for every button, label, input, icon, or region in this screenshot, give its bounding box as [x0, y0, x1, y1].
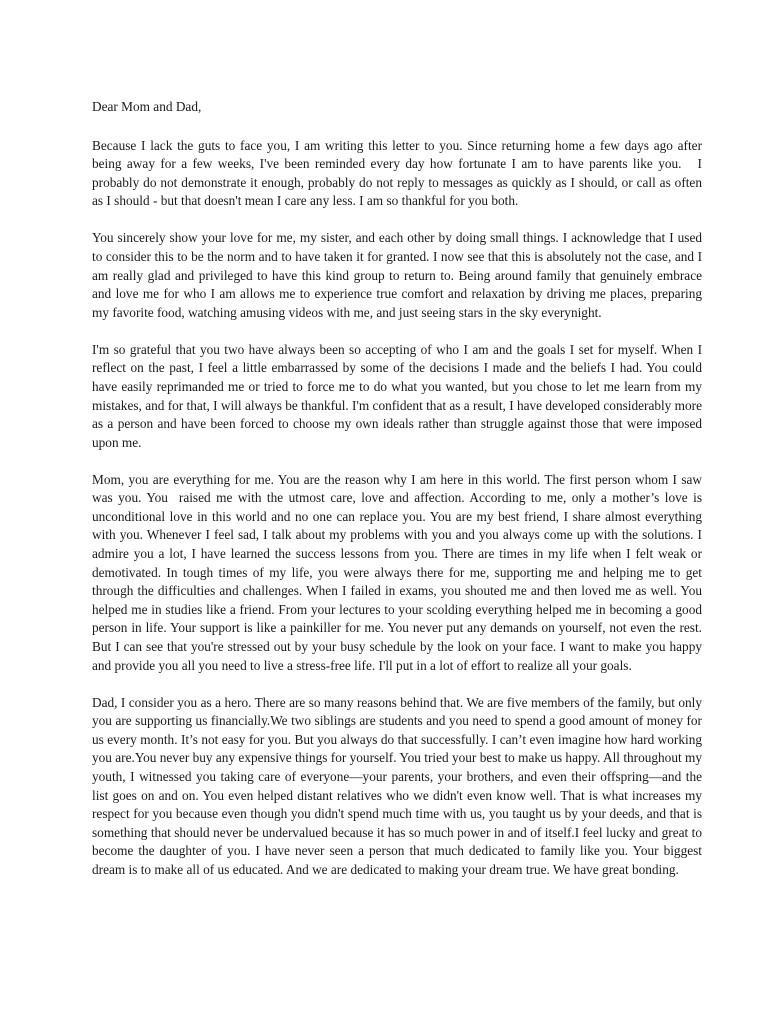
- paragraph-dad: Dad, I consider you as a hero. There are so many reasons behind that. We are five members of the family, but only you are supporting us financially.We two siblings are students and you need to spend a good amount of money for us every month. It’s not easy for you. But you always do that successfully. I can’t even imagine how hard working you are.You never buy any expensive things for yourself. You tried your best to make us happy. All throughout my youth, I witnessed you taking care of everyone—your parents, your brothers, and even their offspring—and the list goes on and on. You even helped distant relatives who we didn't even know well. That is what increases my respect for you because even though you didn't spend much time with us, you taught us by your deeds, and that is something that should never be undervalued because it has so much power in and of itself.I feel lucky and great to become the daughter of you. I have never seen a person that much dedicated to family like you. Your biggest dream is to make all of us educated. And we are dedicated to making your dream true. We have great bonding.: [92, 694, 706, 877]
- paragraph-acceptance: I'm so grateful that you two have always been so accepting of who I am and the goals I set for myself. When I reflect on the past, I feel a little embarrassed by some of the decisions I made and the beliefs I had. You could have easily reprimanded me or tried to force me to do what you wanted, but you chose to let me learn from my mistakes, and for that, I will always be thankful. I'm confident that as a result, I have developed considerably more as a person and have been forced to choose my own ideals rather than struggle against those that were imposed upon me.: [92, 341, 706, 450]
- paragraph-mom: Mom, you are everything for me. You are the reason why I am here in this world. The first person whom I saw was you. You raised me with the utmost care, love and affection. According to me, only a mother’s love is unconditional love in this world and no one can replace you. You are my best friend, I share almost everything with you. Whenever I feel sad, I talk about my problems with you and you always come up with the solutions. I admire you a lot, I have learned the success lessons from you. There are times in my life when I felt weak or demotivated. In tough times of my life, you were always there for me, supporting me and helping me to get through the difficulties and challenges. When I failed in exams, you shouted me and then loved me as well. You helped me in studies like a friend. From your lectures to your scolding everything helped me in becoming a good person in life. Your support is like a painkiller for me. You never put any demands on yourself, not even the rest. But I can see that you're stressed out by your busy schedule by the look on your face. I want to make you happy and provide you all you need to live a stress-free life. I'll put in a lot of effort to realize all your goals.: [92, 471, 706, 673]
- paragraph-gratitude-intro: Because I lack the guts to face you, I am writing this letter to you. Since returning home a few days ago after being away for a few weeks, I've been reminded every day how fortunate I am to have parents like you. I probably do not demonstrate it enough, probably do not reply to messages as quickly as I should, or call as often as I should - but that doesn't mean I care any less. I am so thankful for you both.: [92, 137, 706, 209]
- paragraph-small-things: You sincerely show your love for me, my sister, and each other by doing small things. I acknowledge that I used to consider this to be the norm and to have taken it for granted. I now see that this is absolutely not the case, and I am really glad and privileged to have this kind group to return to. Being around family that genuinely embrace and love me for who I am allows me to experience true comfort and relaxation by driving me places, preparing my favorite food, watching amusing videos with me, and just seeing stars in the sky everynight.: [92, 230, 706, 320]
- letter-body: [92, 98, 706, 898]
- salutation: Dear Mom and Dad,: [92, 99, 202, 114]
